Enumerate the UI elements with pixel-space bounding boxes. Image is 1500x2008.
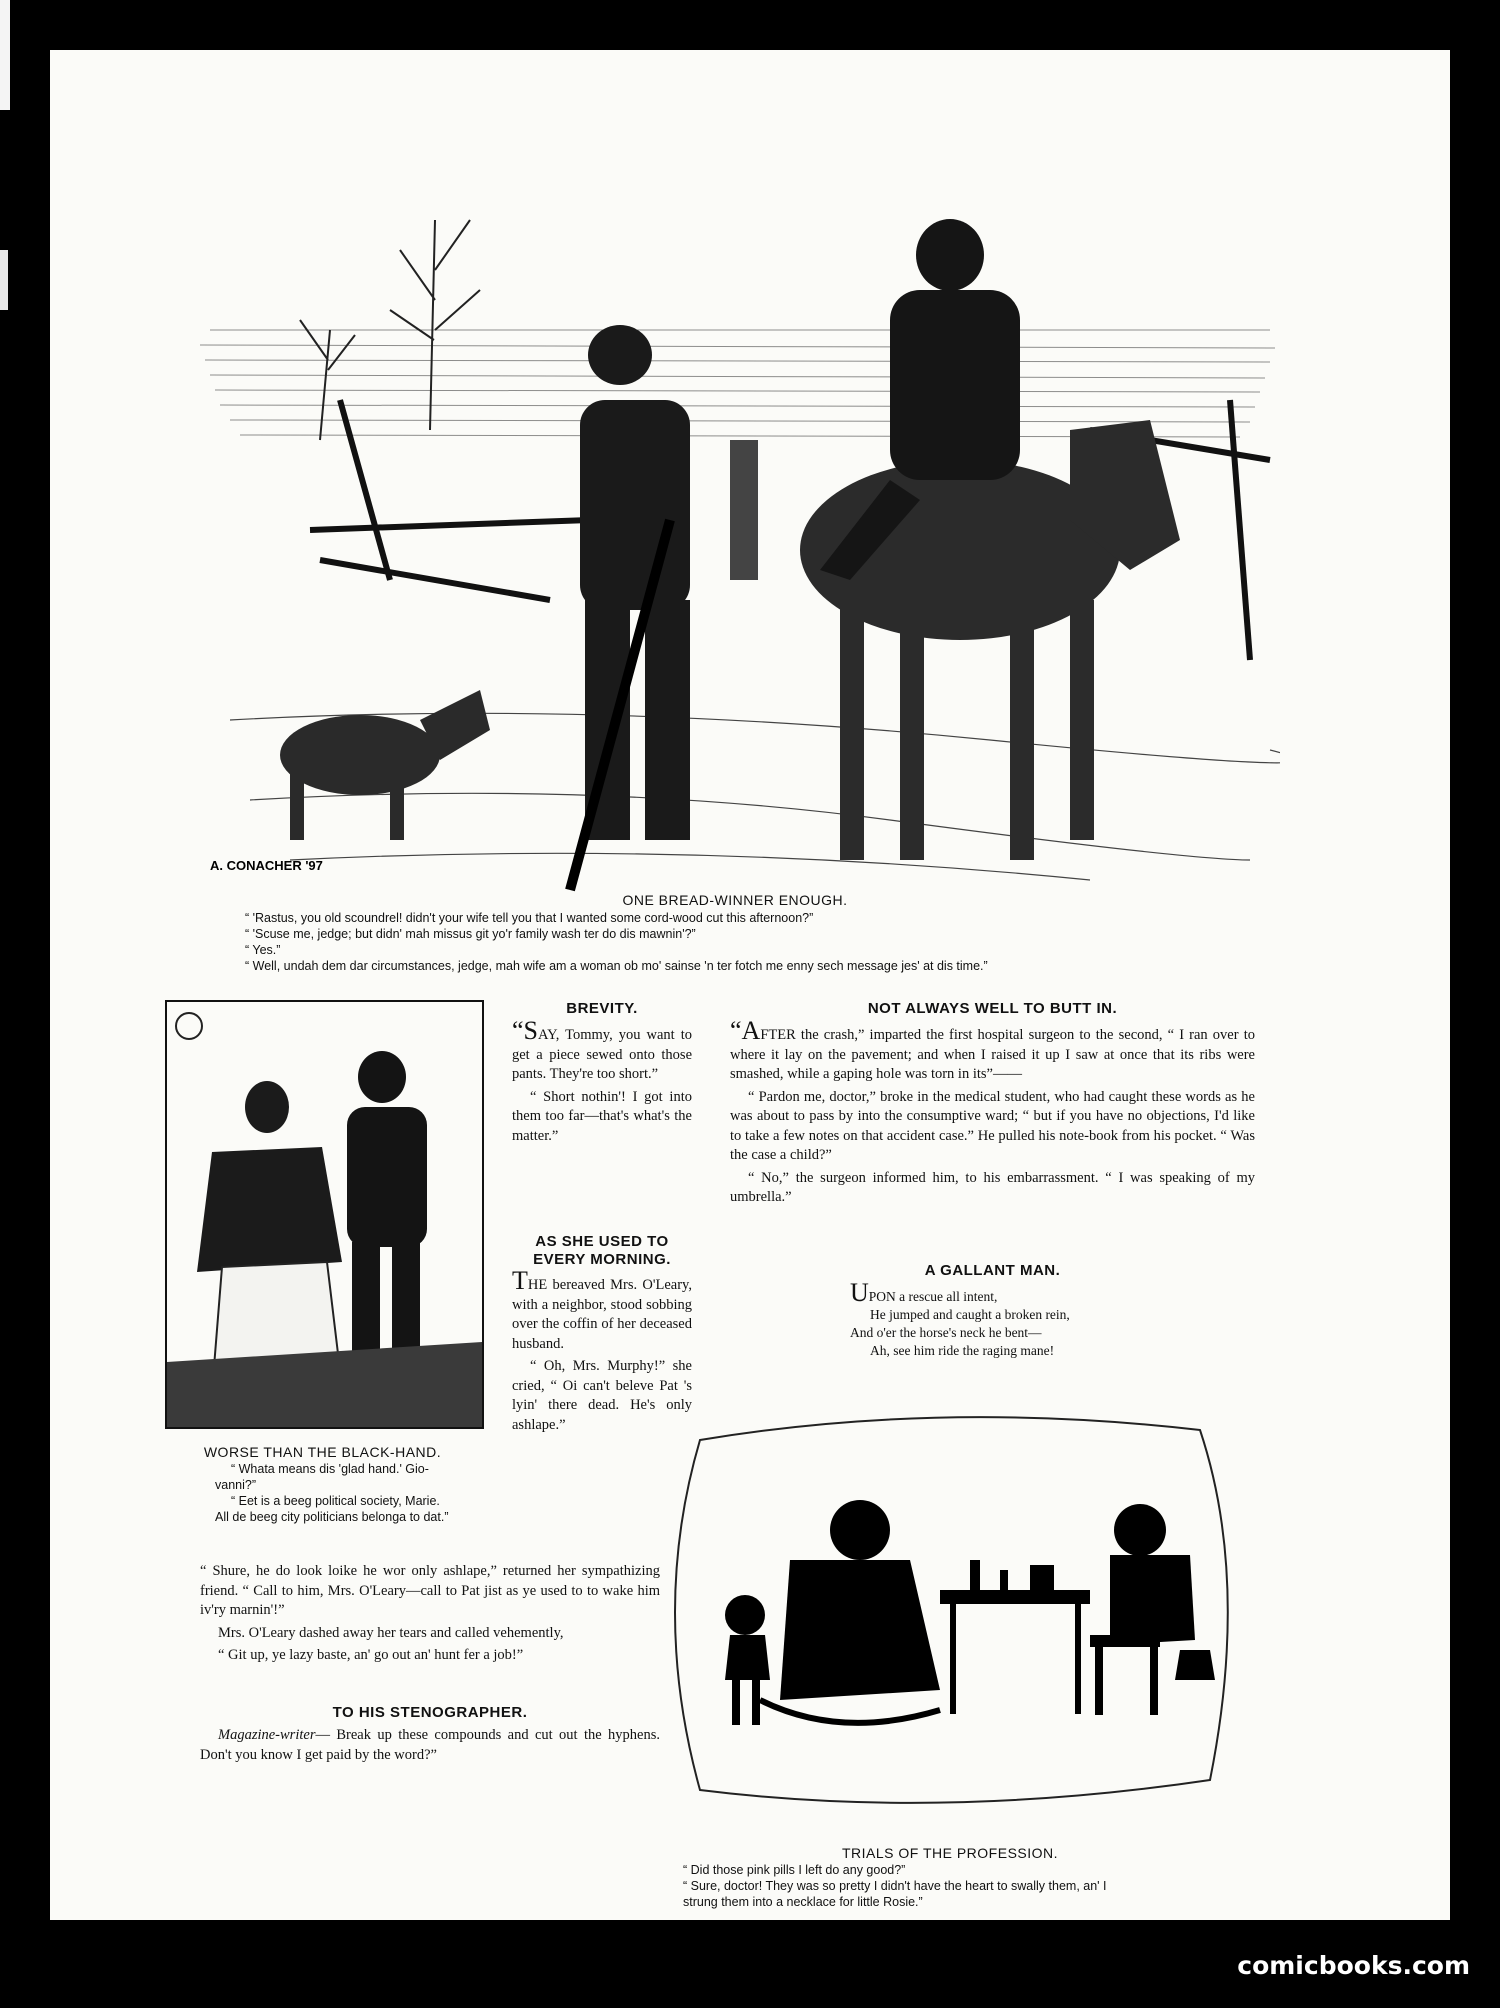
black-hand-caption: “ Whata means dis 'glad hand.' Gio- vanni?” “ Eet is a beeg political society, Marie. All de beeg city politicians belonga to dat.” <box>215 1462 449 1524</box>
gallant-heading: A GALLANT MAN. <box>924 1262 1061 1279</box>
trials-illustration <box>640 1380 1260 1830</box>
butt-in-text: “AFTER the crash,” imparted the first hospital surgeon to the second, “ I ran over to where it lay on the pavement; and when I raised it up I saw at once that its ribs were smashed, while a gaping hole was torn in its”—— “ Pardon me, doctor,” broke in the medical student, who had caught these words as he was about to pass by into the consumptive ward; “ but if you have no objections, I'd like to take a few notes on that accident case.” He pulled his note-book from his pocket. “ Was the case a child?” “ No,” the surgeon informed him, to his embarrassment. “ I was speaking of my umbrella.” <box>730 1016 1255 1205</box>
gallant-poem: UPON a rescue all intent, He jumped and caught a broken rein, And o'er the horse's neck he bent— Ah, see him ride the raging mane! <box>850 1278 1070 1358</box>
site-watermark: comicbooks.com <box>1237 1951 1470 1980</box>
brevity-heading: BREVITY. <box>566 1000 638 1017</box>
magazine-page <box>50 50 1450 1920</box>
used-to-heading: AS SHE USED TO EVERY MORNING. <box>533 1233 671 1268</box>
bread-winner-illustration <box>190 100 1280 920</box>
stenographer-heading: TO HIS STENOGRAPHER. <box>332 1704 528 1721</box>
trials-title: TRIALS OF THE PROFESSION. <box>841 1845 1059 1861</box>
used-to-continued: “ Shure, he do look loike he wor only ashlape,” returned her sympathizing friend. “ Call to him, Mrs. O'Leary—call to Pat jist as ye used to to wake him iv'ry marnin'!” Mrs. O'Leary dashed away her tears and called vehemently, “ Git up, ye lazy baste, an' go out an' hunt fer a job!” <box>200 1563 660 1663</box>
stenographer-text: Magazine-writer— Break up these compounds and cut out the hyphens. Don't you know I get paid by the word?” <box>200 1727 660 1763</box>
bread-winner-title: ONE BREAD-WINNER ENOUGH. <box>622 892 848 908</box>
trials-caption: “ Did those pink pills I left do any good?” “ Sure, doctor! They was so pretty I didn't have the heart to swally them, an' I strung them into a necklace for little Rosie.” <box>683 1863 1107 1909</box>
brevity-text: “SAY, Tommy, you want to get a piece sewed onto those pants. They're too short.” “ Short nothin'! I got into them too far—that's what's the matter.” <box>512 1016 692 1144</box>
black-hand-title: WORSE THAN THE BLACK-HAND. <box>203 1444 442 1460</box>
artist-signature: A. CONACHER '97 <box>210 858 323 873</box>
used-to-text: THE bereaved Mrs. O'Leary, with a neighbor, stood sobbing over the coffin of her deceased husband. “ Oh, Mrs. Murphy!” she cried, “ Oi can't beleve Pat 's lyin' there dead. He's only ashlape.” <box>512 1266 692 1433</box>
butt-in-heading: NOT ALWAYS WELL TO BUTT IN. <box>867 1000 1118 1017</box>
black-hand-illustration <box>165 1000 484 1429</box>
bread-winner-caption: “ 'Rastus, you old scoundrel! didn't your wife tell you that I wanted some cord-wood cut this afternoon?” “ 'Scuse me, jedge; but didn' mah missus git yo'r family wash ter do dis mawnin'?” “ Yes.” “ Well, undah dem dar circumstances, jedge, mah wife am a woman ob mo' sainse 'n ter fotch me enny sech message jes' at dis time.” <box>245 911 988 973</box>
page-edge <box>0 0 50 2008</box>
